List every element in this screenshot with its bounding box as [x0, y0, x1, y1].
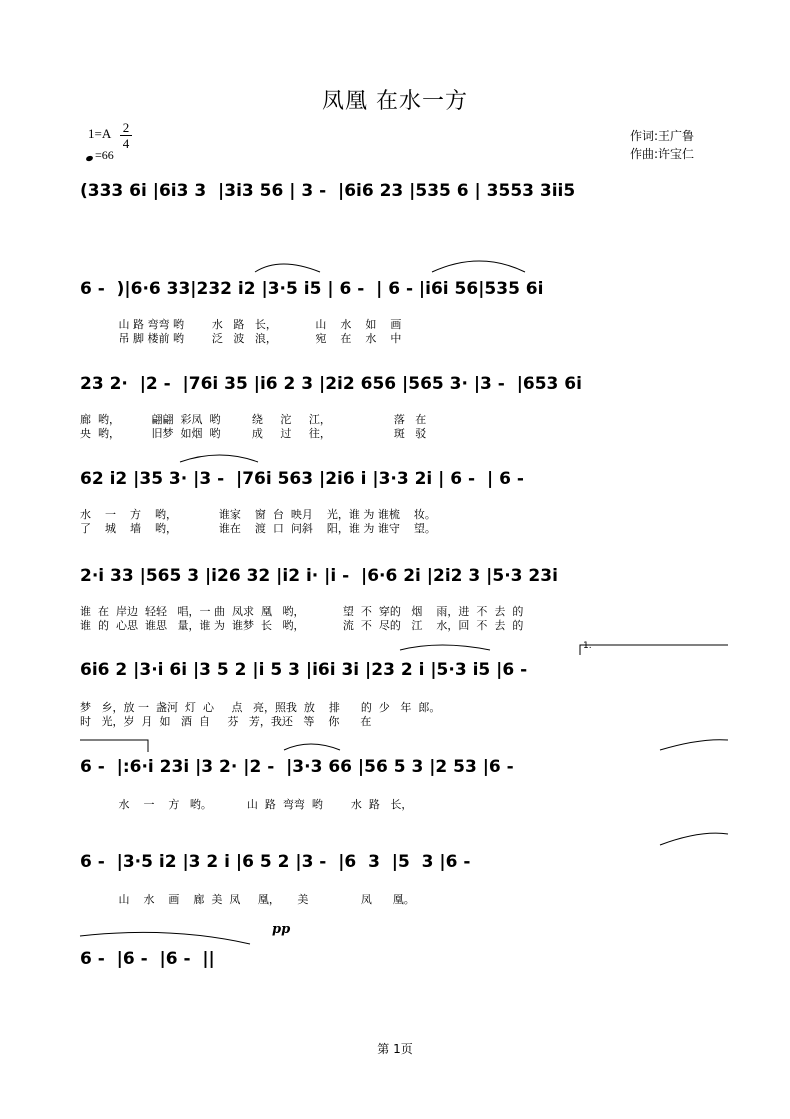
- lyric-verse-2: 吊 脚 楼前 哟 泛 波 浪， 宛 在 水 中: [80, 332, 402, 345]
- time-signature-top: 2: [122, 120, 130, 135]
- lyric-verse-1: 山 路 弯弯 哟 水 路 长， 山 水 如 画: [80, 318, 402, 331]
- tie-arc: [432, 261, 525, 272]
- notation-line: 6 - |:6·i 23i |3 2· |2 - |3·3 66 |56 5 3 |2 53 |6 -: [80, 757, 514, 777]
- notation-line: (333 6i |6i3 3 |3i3 56 | 3 - |6i6 23 |535 6 | 3553 3ii5: [80, 181, 576, 201]
- tempo-value: =66: [95, 148, 114, 162]
- time-signature: [120, 120, 132, 151]
- notation-line: 23 2· |2 - |76i 35 |i6 2 3 |2i2 656 |565 3· |3 - |653 6i: [80, 374, 582, 394]
- notation-line: 62 i2 |35 3· |3 - |76i 563 |2i6 i |3·3 2i | 6 - | 6 -: [80, 469, 524, 489]
- lyric-verse-2: 谁 的 心思 谁思 量，谁 为 谁梦 长 哟， 流 不 尽的 江 水，回 不 去 的: [80, 619, 524, 632]
- key-signature: 1=A: [88, 126, 112, 141]
- tie-arc: [660, 833, 728, 845]
- tie-arc: [180, 455, 258, 462]
- notation-line: 2·i 33 |565 3 |i26 32 |i2 i· |i - |6·6 2i |2i2 3 |5·3 23i: [80, 566, 558, 586]
- lyric-verse-2: 时 光，岁 月 如 酒 自 芬 芳，我还 等 你 在: [80, 715, 372, 728]
- song-title: 凤凰 在水一方: [322, 89, 468, 114]
- dynamic-marking: pp: [272, 922, 291, 937]
- volta-bracket: [580, 645, 728, 655]
- volta-label: 1.: [583, 641, 592, 651]
- composer-credit: 作曲:许宝仁: [630, 147, 695, 161]
- notation-line: 6 - )|6·6 33|232 i2 |3·5 i5 | 6 - | 6 - |i6i 56|535 6i: [80, 279, 544, 299]
- lyric-verse-1: 廊 哟， 翩翩 彩凤 哟 绕 沱 江， 落 在: [80, 413, 427, 426]
- lyricist-credit: 作词:王广鲁: [630, 129, 695, 143]
- notation-line: 6i6 2 |3·i 6i |3 5 2 |i 5 3 |i6i 3i |23 2 i |5·3 i5 |6 -: [80, 660, 528, 680]
- lyric-verse-2: 了 城 墙 哟， 谁在 渡 口 问斜 阳，谁 为 谁守 望。: [80, 522, 436, 535]
- page-number: 第 1页: [377, 1042, 413, 1056]
- tie-arc: [255, 264, 320, 272]
- lyric-verse-2: 央 哟， 旧梦 如烟 哟 成 过 往， 斑 驳: [80, 427, 427, 440]
- tie-arc: [400, 645, 490, 650]
- tempo-marking: [86, 148, 114, 163]
- tie-arc: [660, 740, 728, 750]
- lyric-verse-1: 山 水 画 廊 美 凤 凰， 美 凤 凰。: [80, 893, 415, 906]
- quarter-note-icon: [85, 155, 93, 162]
- tie-arc: [80, 932, 250, 944]
- lyric-verse-1: 水 一 方 哟， 谁家 窗 台 映月 光，谁 为 谁梳 妆。: [80, 508, 436, 521]
- notation-line: 6 - |3·5 i2 |3 2 i |6 5 2 |3 - |6 3 |5 3 |6 -: [80, 852, 471, 872]
- volta-bracket: [80, 740, 148, 752]
- notation-line: 6 - |6 - |6 - ||: [80, 949, 215, 969]
- time-signature-bottom: 4: [120, 135, 132, 151]
- lyric-verse-1: 水 一 方 哟。 山 路 弯弯 哟 水 路 长，: [80, 798, 413, 811]
- lyric-verse-1: 梦 乡，放 一 盏河 灯 心 点 亮，照我 放 排 的 少 年 郎。: [80, 701, 441, 714]
- tie-arc: [284, 744, 340, 750]
- lyric-verse-1: 谁 在 岸边 轻轻 唱，一 曲 凤求 凰 哟， 望 不 穿的 烟 雨，进 不 去 的: [80, 605, 524, 618]
